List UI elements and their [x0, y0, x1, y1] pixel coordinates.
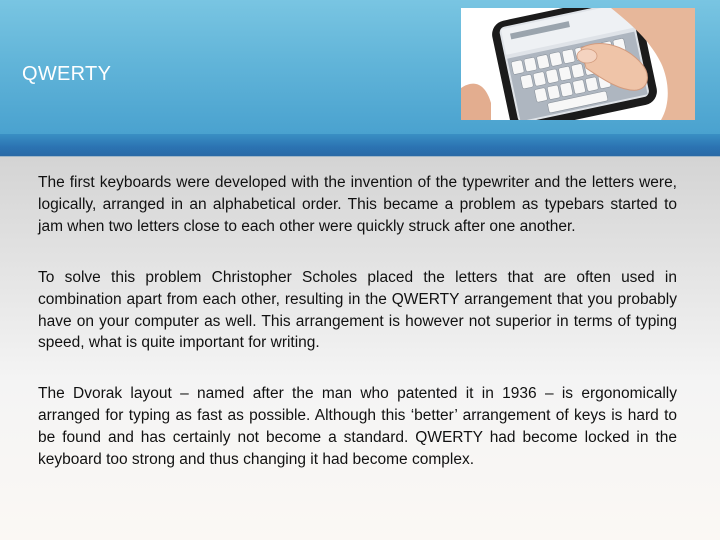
slide-title: QWERTY	[22, 63, 112, 85]
paragraph-3: The Dvorak layout – named after the man who patented it in 1936 – is ergonomically arranged for typing as fast as possible. Although this ‘better’ arrangement of keys is hard to be found and has certainly not become a standard. QWERTY had become locked in the keyboard too strong and thus changing it had become complex.	[38, 385, 677, 469]
phone-keyboard-photo	[461, 8, 695, 120]
paragraph-2: To solve this problem Christopher Scholes placed the letters that are often used in combination apart from each other, resulting in the QWERTY arrangement that you probably have on your computer as well. This arrangement is however not superior in terms of typing speed, what is quite important for writing.	[38, 268, 677, 352]
body-text	[38, 172, 677, 500]
header-accent-band	[0, 134, 720, 157]
paragraph-1: The first keyboards were developed with the invention of the typewriter and the letters were, logically, arranged in an alphabetical order. This became a problem as typebars started to jam when two letters close to each other were quickly struck after one another.	[38, 174, 677, 235]
